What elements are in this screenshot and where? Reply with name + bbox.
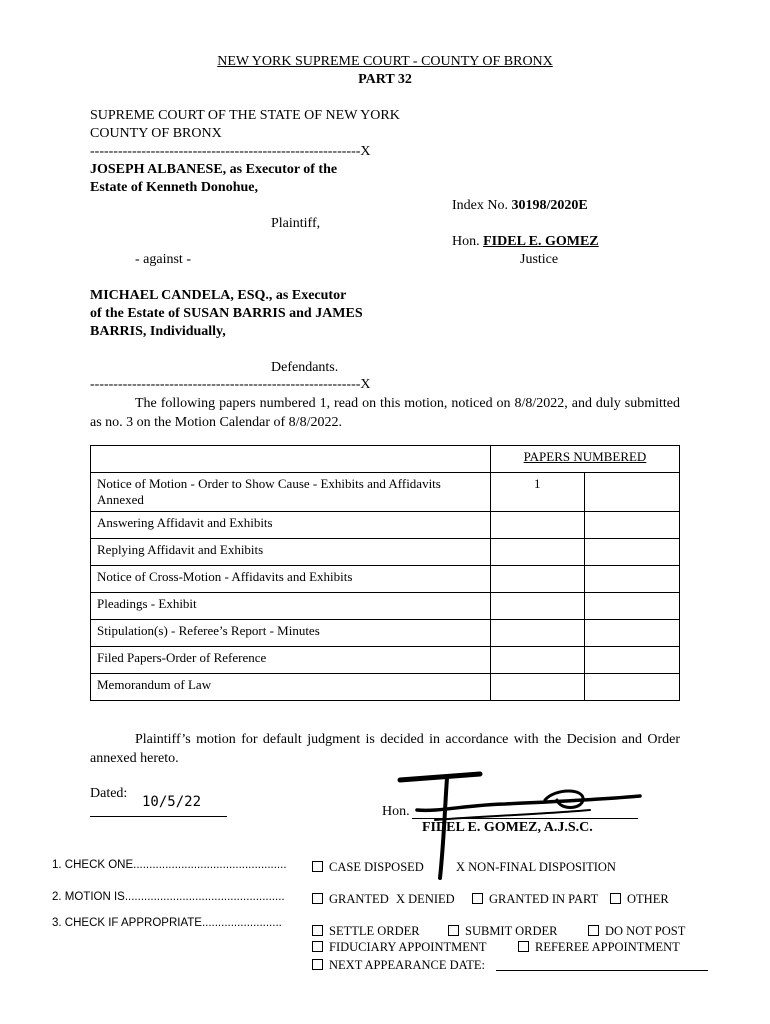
paper-extra-cell bbox=[584, 593, 679, 620]
papers-numbered-header: PAPERS NUMBERED bbox=[490, 446, 679, 473]
caption-court-line1: SUPREME COURT OF THE STATE OF NEW YORK bbox=[90, 108, 400, 123]
papers-table-row bbox=[91, 620, 680, 647]
index-number-line bbox=[452, 198, 588, 214]
paper-label-cell: Notice of Cross-Motion - Affidavits and Exhibits bbox=[91, 566, 491, 593]
judge-prefix: Hon. bbox=[452, 234, 480, 249]
dated-value[interactable]: 10/5/22 bbox=[142, 794, 202, 810]
court-header-title: NEW YORK SUPREME COURT - COUNTY OF BRONX bbox=[217, 54, 553, 69]
papers-table-row bbox=[91, 473, 680, 512]
signature-name: FIDEL E. GOMEZ, A.J.S.C. bbox=[422, 820, 593, 835]
dated-underline bbox=[90, 816, 227, 817]
do-not-post-label: DO NOT POST bbox=[605, 924, 686, 938]
case-disposed-option[interactable] bbox=[312, 860, 424, 874]
paper-label-cell: Stipulation(s) - Referee’s Report - Minutes bbox=[91, 620, 491, 647]
paper-number-cell bbox=[490, 566, 584, 593]
granted-in-part-option[interactable] bbox=[472, 892, 598, 906]
case-disposed-label: CASE DISPOSED bbox=[329, 860, 424, 874]
judge-title: Justice bbox=[520, 252, 559, 267]
defendant-line1: MICHAEL CANDELA, ESQ., as Executor bbox=[90, 288, 347, 303]
next-appearance-label: NEXT APPEARANCE DATE: bbox=[329, 958, 486, 972]
paper-number-cell bbox=[490, 593, 584, 620]
papers-table-row bbox=[91, 647, 680, 674]
check-one-label: 1. CHECK ONE................................................ bbox=[52, 859, 287, 871]
plaintiff-line2: Estate of Kenneth Donohue, bbox=[90, 180, 259, 195]
granted-in-part-checkbox[interactable] bbox=[472, 893, 483, 904]
defendant-line3: BARRIS, Individually, bbox=[90, 324, 226, 339]
other-checkbox[interactable] bbox=[610, 893, 621, 904]
settle-order-label: SETTLE ORDER bbox=[329, 924, 420, 938]
paper-label-cell: Notice of Motion - Order to Show Cause - Exhibits and Affidavits Annexed bbox=[91, 473, 491, 512]
paper-label-cell: Answering Affidavit and Exhibits bbox=[91, 512, 491, 539]
papers-table-header-row bbox=[91, 446, 680, 473]
judge-name: FIDEL E. GOMEZ bbox=[483, 234, 599, 249]
settle-order-checkbox[interactable] bbox=[312, 925, 323, 936]
decision-paragraph: Plaintiff’s motion for default judgment is decided in accordance with the Decision and Order annexed hereto. bbox=[90, 732, 680, 766]
defendant-role: Defendants. bbox=[271, 360, 339, 375]
settle-order-option[interactable] bbox=[312, 924, 420, 938]
judge-line bbox=[452, 234, 599, 250]
paper-extra-cell bbox=[584, 647, 679, 674]
papers-table-row bbox=[91, 512, 680, 539]
granted-checkbox[interactable] bbox=[312, 893, 323, 904]
next-appearance-line[interactable] bbox=[496, 970, 708, 971]
paper-number-cell: 1 bbox=[490, 473, 584, 512]
paper-extra-cell bbox=[584, 620, 679, 647]
signature-hon: Hon. bbox=[382, 804, 410, 819]
granted-in-part-label: GRANTED IN PART bbox=[489, 892, 599, 906]
paper-extra-cell bbox=[584, 674, 679, 701]
other-option[interactable] bbox=[610, 892, 669, 906]
next-appearance-checkbox[interactable] bbox=[312, 959, 323, 970]
fiduciary-checkbox[interactable] bbox=[312, 941, 323, 952]
defendant-line2: of the Estate of SUSAN BARRIS and JAMES bbox=[90, 306, 363, 321]
plaintiff-line1: JOSEPH ALBANESE, as Executor of the bbox=[90, 162, 338, 177]
caption-rule-bottom: ----------------------------------------------------------X bbox=[90, 377, 371, 392]
paper-number-cell bbox=[490, 620, 584, 647]
referee-option[interactable] bbox=[518, 940, 680, 954]
paper-number-cell bbox=[490, 512, 584, 539]
papers-table-row bbox=[91, 674, 680, 701]
paper-label-cell: Filed Papers-Order of Reference bbox=[91, 647, 491, 674]
paper-label-cell: Pleadings - Exhibit bbox=[91, 593, 491, 620]
papers-table-row bbox=[91, 566, 680, 593]
other-label: OTHER bbox=[627, 892, 669, 906]
caption-court-line2: COUNTY OF BRONX bbox=[90, 126, 222, 141]
index-label: Index No. bbox=[452, 198, 508, 213]
paper-extra-cell bbox=[584, 539, 679, 566]
submit-order-checkbox[interactable] bbox=[448, 925, 459, 936]
fiduciary-label: FIDUCIARY APPOINTMENT bbox=[329, 940, 487, 954]
submit-order-label: SUBMIT ORDER bbox=[465, 924, 558, 938]
paper-label-cell: Memorandum of Law bbox=[91, 674, 491, 701]
paper-number-cell bbox=[490, 647, 584, 674]
paper-number-cell bbox=[490, 539, 584, 566]
dated-label: Dated: bbox=[90, 786, 128, 801]
against-label: - against - bbox=[135, 252, 191, 267]
paper-extra-cell bbox=[584, 512, 679, 539]
granted-option[interactable] bbox=[312, 892, 389, 906]
paper-label-cell: Replying Affidavit and Exhibits bbox=[91, 539, 491, 566]
court-part: PART 32 bbox=[358, 72, 412, 87]
submit-order-option[interactable] bbox=[448, 924, 558, 938]
fiduciary-option[interactable] bbox=[312, 940, 487, 954]
do-not-post-checkbox[interactable] bbox=[588, 925, 599, 936]
check-appropriate-label: 3. CHECK IF APPROPRIATE......................... bbox=[52, 917, 282, 929]
referee-label: REFEREE APPOINTMENT bbox=[535, 940, 680, 954]
caption-rule-top: ----------------------------------------------------------X bbox=[90, 144, 371, 159]
granted-label: GRANTED bbox=[329, 892, 389, 906]
plaintiff-role: Plaintiff, bbox=[271, 216, 321, 231]
referee-checkbox[interactable] bbox=[518, 941, 529, 952]
papers-table bbox=[90, 445, 680, 701]
do-not-post-option[interactable] bbox=[588, 924, 685, 938]
intro-paragraph: The following papers numbered 1, read on this motion, noticed on 8/8/2022, and duly submitted as no. 3 on the Motion Calendar of 8/8/2022. bbox=[90, 396, 680, 430]
paper-extra-cell bbox=[584, 566, 679, 593]
index-number: 30198/2020E bbox=[511, 198, 588, 213]
header-blank-cell bbox=[91, 446, 491, 473]
non-final-option[interactable]: X NON-FINAL DISPOSITION bbox=[456, 860, 616, 874]
next-appearance-option[interactable] bbox=[312, 958, 485, 972]
papers-table-row bbox=[91, 593, 680, 620]
motion-is-label: 2. MOTION IS.................................................. bbox=[52, 891, 285, 903]
paper-number-cell bbox=[490, 674, 584, 701]
paper-extra-cell bbox=[584, 473, 679, 512]
denied-option[interactable]: X DENIED bbox=[396, 892, 455, 906]
case-disposed-checkbox[interactable] bbox=[312, 861, 323, 872]
papers-table-row bbox=[91, 539, 680, 566]
